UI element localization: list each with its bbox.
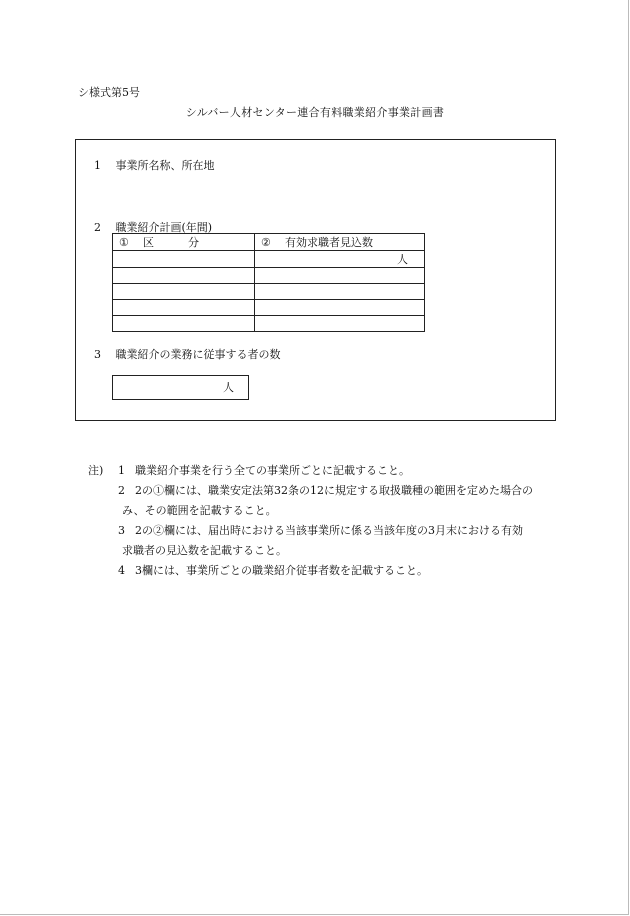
category-cell[interactable] [113, 300, 255, 316]
category-label-part2: 分 [188, 236, 199, 249]
notes-label: 注) [88, 464, 104, 477]
note-text: 職業紹介事業を行う全ての事業所ごとに記載すること。 [135, 464, 410, 477]
form-number: シ様式第5号 [78, 86, 140, 99]
jobseeker-count-cell[interactable] [255, 300, 425, 316]
category-column-header [113, 234, 255, 251]
note-item [88, 481, 568, 521]
staff-unit-label: 人 [223, 381, 234, 394]
staff-count-field[interactable] [112, 375, 249, 400]
section-3-heading [94, 346, 281, 362]
table-row [113, 251, 425, 268]
note-text: 2の②欄には、届出時における当該事業所に係る当該年度の3月末における有効 [135, 524, 523, 537]
section-2-number: 2 [94, 221, 101, 234]
placement-plan-table [112, 233, 425, 332]
table-row [113, 316, 425, 332]
note-number: 4 [118, 564, 125, 577]
section-2-label: 職業紹介計画(年間) [115, 221, 213, 234]
jobseeker-count-cell[interactable] [255, 268, 425, 284]
category-cell[interactable] [113, 268, 255, 284]
section-3-label: 職業紹介の業務に従事する者の数 [115, 348, 281, 361]
note-text-continued: 求職者の見込数を記載すること。 [122, 544, 287, 557]
section-1-label: 事業所名称、所在地 [115, 159, 215, 172]
circle-2-mark: ② [261, 236, 271, 249]
section-1-heading [94, 157, 215, 173]
category-cell[interactable] [113, 284, 255, 300]
note-item [88, 521, 568, 561]
note-text: 2の①欄には、職業安定法第32条の12に規定する取扱職種の範囲を定めた場合の [135, 484, 533, 497]
jobseeker-count-cell[interactable] [255, 251, 425, 268]
note-number: 2 [118, 484, 125, 497]
jobseeker-count-cell[interactable] [255, 316, 425, 332]
note-text-continued: み、その範囲を記載すること。 [122, 504, 277, 517]
jobseeker-column-label: 有効求職者見込数 [285, 236, 373, 249]
circle-1-mark: ① [119, 236, 129, 249]
document-title: シルバー人材センター連合有料職業紹介事業計画書 [185, 106, 445, 119]
category-cell[interactable] [113, 251, 255, 268]
notes-section [88, 461, 568, 581]
note-number: 1 [118, 464, 125, 477]
table-row [113, 268, 425, 284]
section-1-number: 1 [94, 159, 101, 172]
table-row [113, 284, 425, 300]
table-header-row [113, 234, 425, 251]
category-label-part1: 区 [143, 236, 154, 249]
plan-form-box [75, 139, 556, 421]
category-cell[interactable] [113, 316, 255, 332]
note-number: 3 [118, 524, 125, 537]
note-item [88, 561, 568, 581]
note-text: 3欄には、事業所ごとの職業紹介従事者数を記載すること。 [135, 564, 428, 577]
section-3-number: 3 [94, 348, 101, 361]
jobseeker-column-header [255, 234, 425, 251]
note-item [88, 461, 568, 481]
jobseeker-count-cell[interactable] [255, 284, 425, 300]
person-unit-label: 人 [397, 253, 408, 266]
table-row [113, 300, 425, 316]
